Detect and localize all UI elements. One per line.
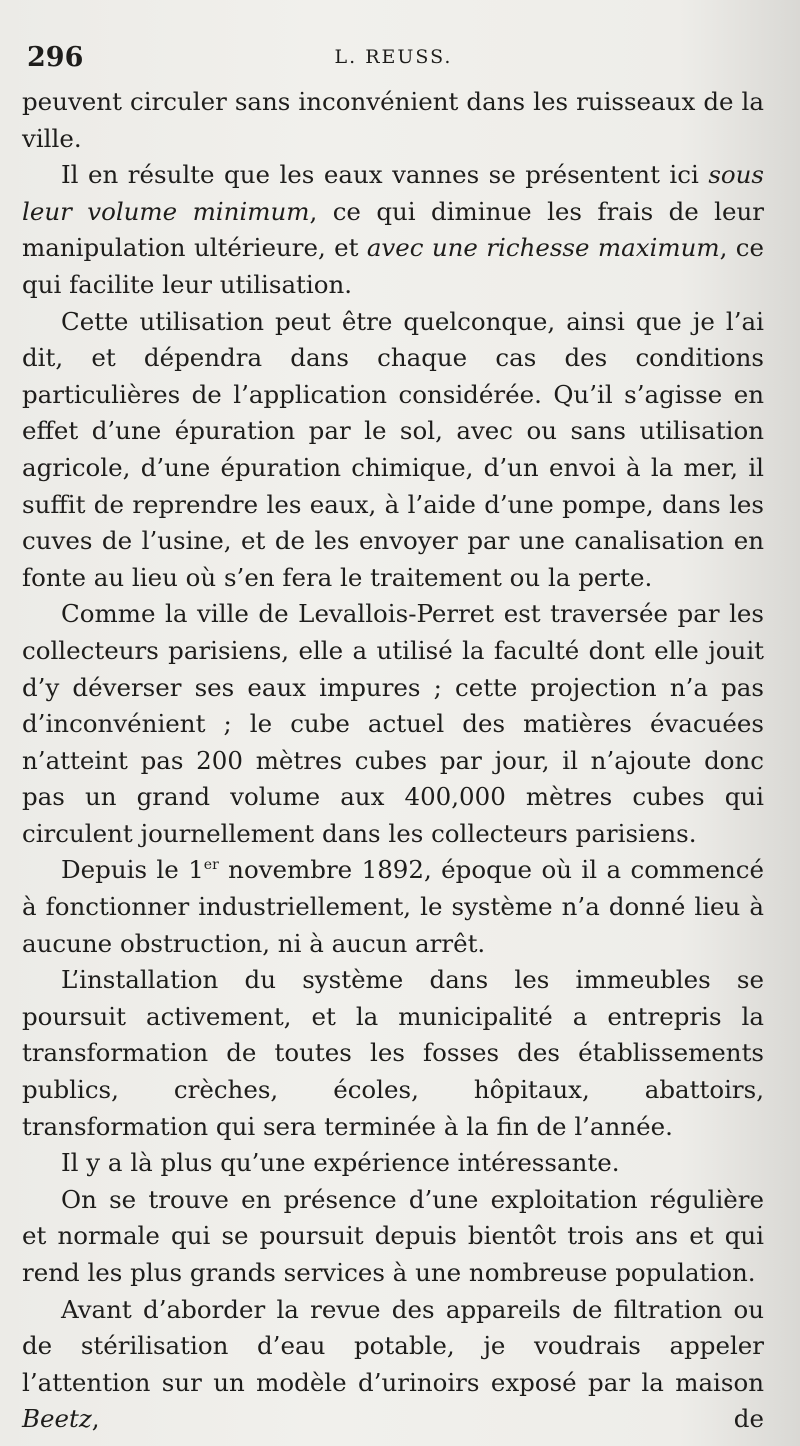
paragraph — [22, 1145, 764, 1182]
text-segment: novembre 1892, époque où il a commencé à fonctionner industriellement, le système n’a donné lieu à aucune obstruction, ni à aucun arrêt. — [22, 855, 764, 958]
paragraph — [22, 962, 764, 1145]
text-segment: , ce qui diminue les frais de leur manipulation ultérieure, et — [22, 196, 764, 263]
paragraph — [22, 1292, 764, 1438]
text-segment: peuvent circuler sans inconvénient dans les ruisseaux de la ville. — [22, 87, 764, 153]
italic-text: avec une richesse maximum — [366, 233, 720, 263]
paragraph — [22, 157, 764, 303]
italic-text: sous leur volume minimum — [22, 160, 764, 226]
text-segment: Comme la ville de Levallois-Perret est traversée par les collecteurs parisiens, elle a utilisé la faculté dont elle jouit d’y déverser ses eaux impures ; cette projection n’a pas d’inconvénient ; le cube actuel des matières évacuées n’atteint pas 200 mètres cubes par jour, il n’ajoute donc pas un grand volume aux 400,000 mètres cubes qui circulent journellement dans les collecteurs parisiens. — [22, 599, 764, 848]
text-segment: Avant d’aborder la revue des appareils de filtration ou de stérilisation d’eau potable, je voudrais appeler l’attention sur un modèle d’urinoirs exposé par la maison — [22, 1294, 764, 1397]
page-header — [27, 42, 760, 78]
text-segment: L’installation du système dans les immeubles se poursuit activement, et la municipalité a entrepris la transformation de toutes les fosses des établissements publics, crèches, écoles, hôpitaux, abattoirs, transformation qui sera terminée à la fin de l’année. — [22, 965, 764, 1141]
paragraph — [22, 304, 764, 597]
text-segment: , de — [91, 1404, 764, 1434]
paragraph — [22, 84, 764, 157]
italic-text: Beetz — [22, 1404, 92, 1434]
text-segment: Il en résulte que les eaux vannes se présentent ici — [61, 160, 709, 190]
paragraph — [22, 852, 764, 962]
text-segment: Cette utilisation peut être quelconque, ainsi que je l’ai dit, et dépendra dans chaque cas des conditions particulières de l’application considérée. Qu’il s’agisse en effet d’une épuration par le sol, avec ou sans utilisation agricole, d’une épuration chimique, d’un envoi à la mer, il suffit de reprendre les eaux, à l’aide d’une pompe, dans les cuves de l’usine, et de les envoyer par une canalisation en fonte au lieu où s’en fera le traitement ou la perte. — [22, 306, 764, 592]
page-number: 296 — [27, 42, 84, 73]
text-segment: Il y a là plus qu’une expérience intéressante. — [61, 1148, 620, 1178]
body-text — [22, 84, 764, 1438]
superscript-text: er — [203, 857, 219, 874]
paragraph — [22, 596, 764, 852]
text-segment: On se trouve en présence d’une exploitation régulière et normale qui se poursuit depuis bientôt trois ans et qui rend les plus grands services à une nombreuse population. — [22, 1184, 764, 1287]
paragraph — [22, 1182, 764, 1292]
text-segment: , ce qui facilite leur utilisation. — [22, 233, 765, 299]
running-title: L. REUSS. — [334, 46, 453, 68]
text-segment: Depuis le 1 — [61, 855, 204, 885]
